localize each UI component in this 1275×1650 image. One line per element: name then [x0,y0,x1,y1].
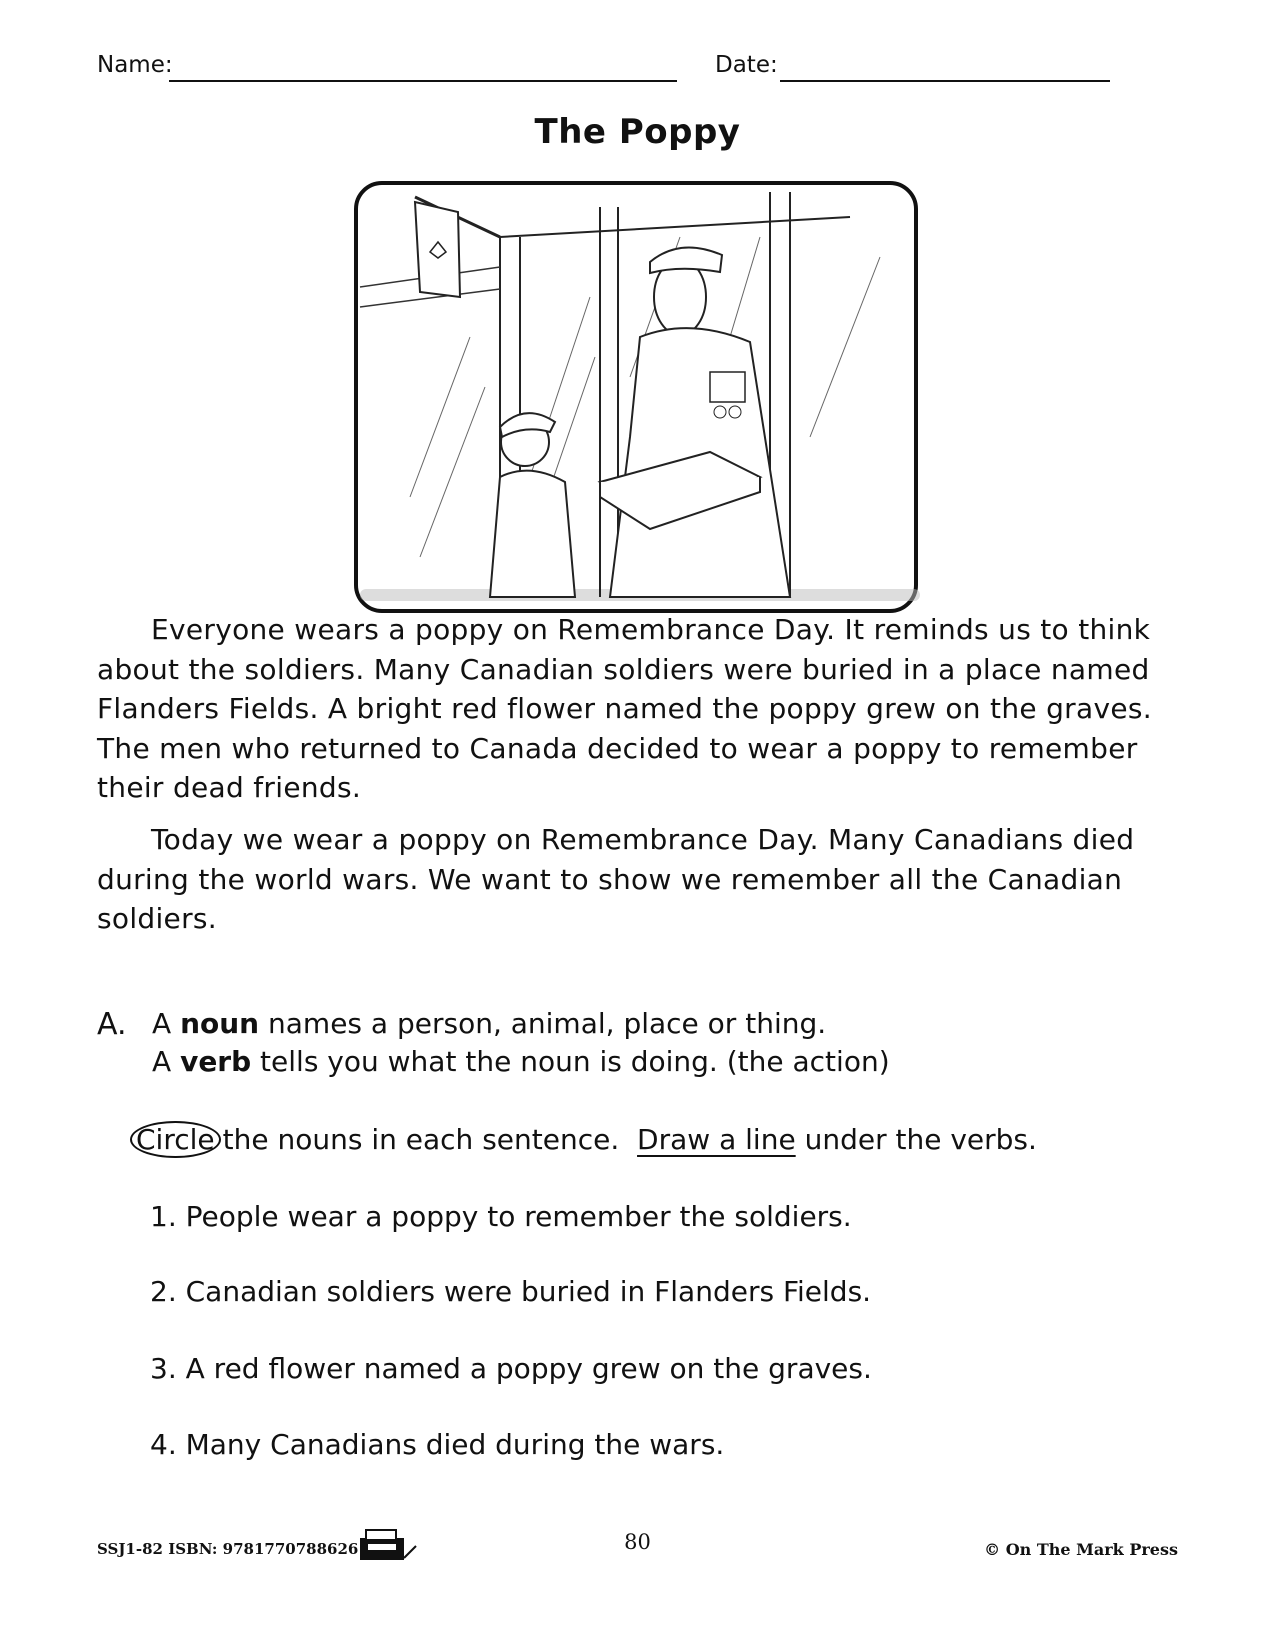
exercise-item-4[interactable]: 4. Many Canadians died during the wars. [150,1428,725,1461]
exercise-item-2[interactable]: 2. Canadian soldiers were buried in Flanders Fields. [150,1275,872,1308]
verb-term: verb [180,1045,252,1078]
poppy-illustration [350,177,925,617]
header [97,52,1167,86]
date-field-line[interactable] [780,80,1110,82]
name-label: Name: [97,52,173,78]
section-letter: A. [97,1007,127,1042]
noun-definition: A noun names a person, animal, place or thing. [152,1007,827,1040]
copyright: © On The Mark Press [984,1540,1178,1559]
paragraph-1: Everyone wears a poppy on Remembrance Day. It reminds us to think about the soldiers. Many Canadian soldiers were buried in a place named Flanders Fields. A bright red flower named the poppy grew on the graves. The men who returned to Canada decided to wear a poppy to remember their dead friends. [97,613,1152,804]
underline-phrase: Draw a line [637,1123,796,1156]
exercise-item-3[interactable]: 3. A red flower named a poppy grew on the graves. [150,1352,872,1385]
page-title: The Poppy [534,112,741,152]
isbn-code: SSJ1-82 ISBN: 9781770788626 [97,1540,359,1558]
exercise-item-1[interactable]: 1. People wear a poppy to remember the soldiers. [150,1200,852,1233]
name-field-line[interactable] [169,80,677,82]
date-label: Date: [715,52,778,78]
circle-word: Circle [130,1121,221,1158]
noun-term: noun [180,1007,260,1040]
paragraph-2: Today we wear a poppy on Remembrance Day. Many Canadians died during the world wars. We want to show we remember all the Canadian soldiers. [97,823,1135,935]
page-number: 80 [624,1530,651,1554]
verb-definition: A verb tells you what the noun is doing. (the action) [152,1045,890,1078]
instruction-line: Circle the nouns in each sentence. Draw a line under the verbs. [140,1121,1037,1158]
